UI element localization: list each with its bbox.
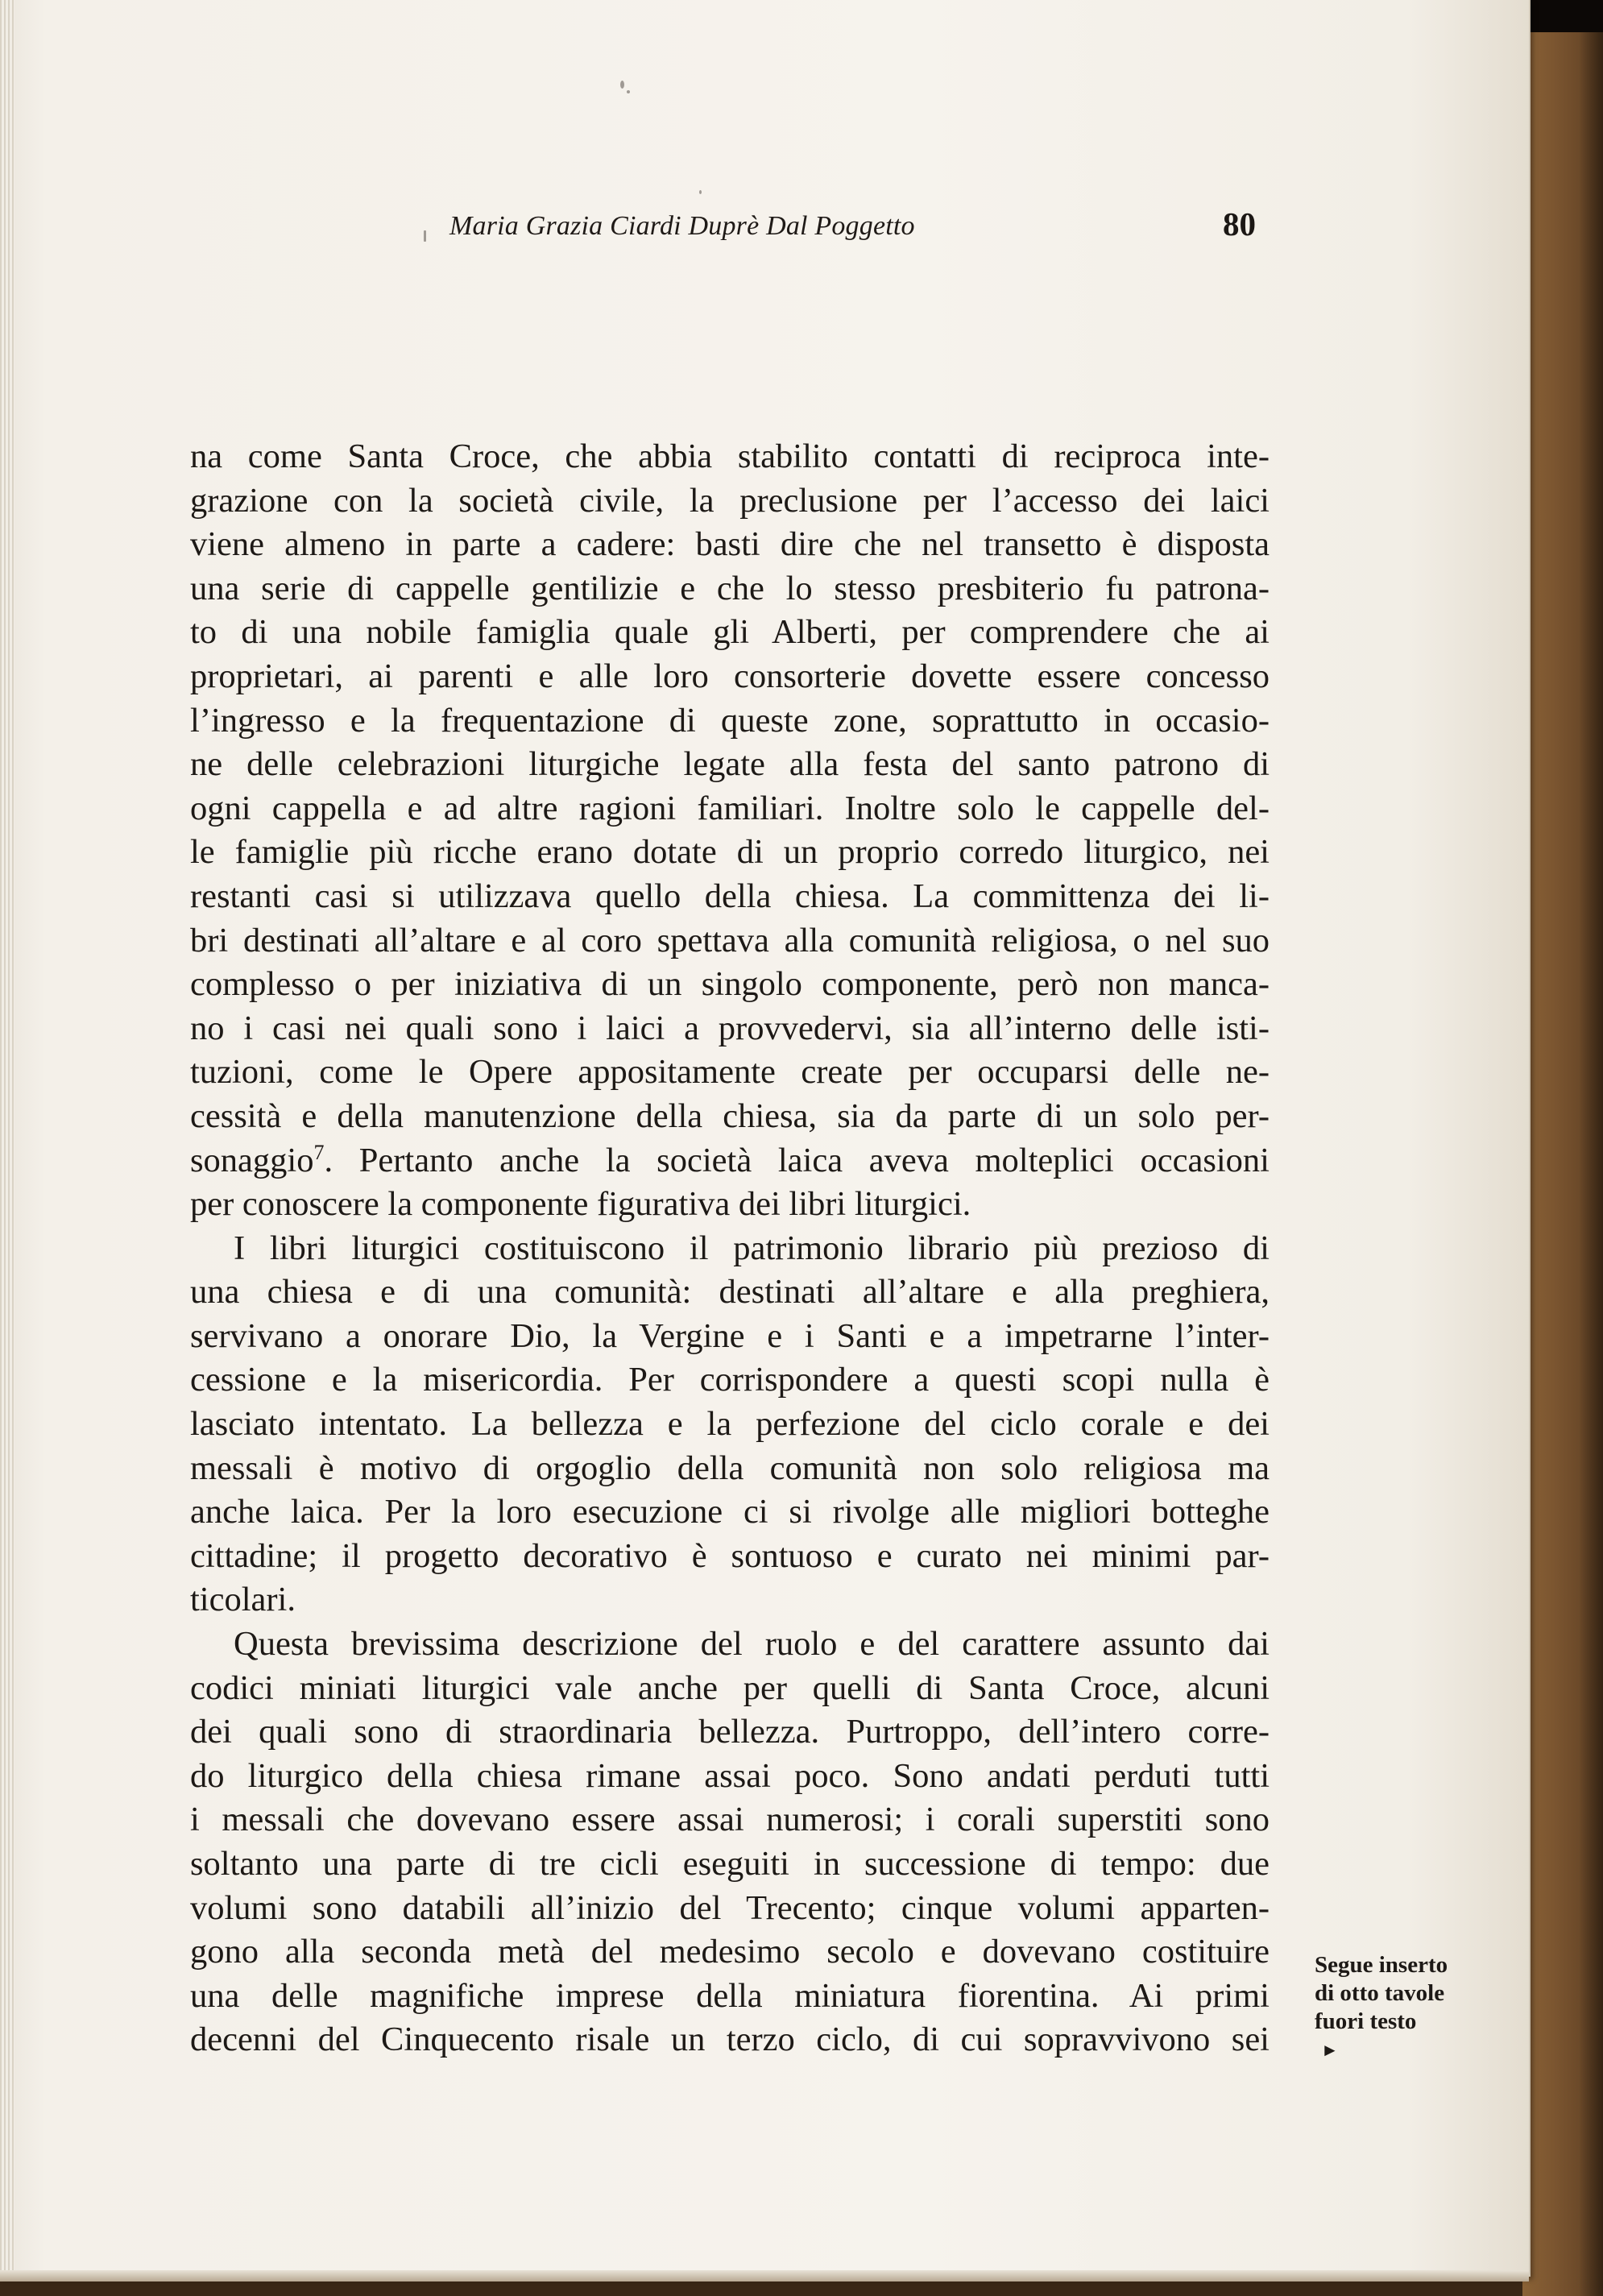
text-line: volumi sono databili all’inizio del Trecento; cinque volumi apparten- — [190, 1888, 1270, 1927]
text-line: soltanto una parte di tre cicli eseguiti in successione di tempo: due — [190, 1845, 1270, 1883]
text-line: decenni del Cinquecento risale un terzo ciclo, di cui sopravvivono sei — [190, 2020, 1270, 2059]
text-line: ogni cappella e ad altre ragioni familiari. Inoltre solo le cappelle del- — [190, 789, 1270, 827]
binding-shadow — [1579, 32, 1603, 2296]
text-line: proprietari, ai parenti e alle loro consorterie dovette essere concesso — [190, 657, 1270, 695]
margin-note-text: fuori testo — [1315, 2008, 1417, 2034]
text-fragment: sonaggio — [190, 1141, 314, 1179]
text-line: cessione e la misericordia. Per corrispondere a questi scopi nulla è — [190, 1361, 1270, 1399]
marker-arrow-icon: ► — [1321, 2040, 1339, 2060]
text-line-with-footnote — [190, 1139, 1270, 1183]
text-line: viene almeno in parte a cadere: basti dire che nel transetto è disposta — [190, 525, 1270, 564]
text-line: cessità e della manutenzione della chiesa, sia da parte di un solo per- — [190, 1096, 1270, 1135]
text-line: lasciato intentato. La bellezza e la perfezione del ciclo corale e dei — [190, 1405, 1270, 1444]
text-line: le famiglie più ricche erano dotate di un proprio corredo liturgico, nei — [190, 833, 1270, 872]
margin-note-line: Segue inserto — [1315, 1952, 1448, 1978]
text-line: anche laica. Per la loro esecuzione ci si rivolge alle migliori botteghe — [190, 1493, 1270, 1531]
text-line: i messali che dovevano essere assai numerosi; i corali superstiti sono — [190, 1801, 1270, 1839]
text-line: bri destinati all’altare e al coro spettava alla comunità religiosa, o nel suo — [190, 921, 1270, 959]
text-line: na come Santa Croce, che abbia stabilito contatti di reciproca inte- — [190, 437, 1270, 475]
text-line: grazione con la società civile, la preclusione per l’accesso dei laici — [190, 481, 1270, 520]
text-line: complesso o per iniziativa di un singolo componente, però non manca- — [190, 965, 1270, 1004]
text-line: servivano a onorare Dio, la Vergine e i Santi e a impetrarne l’inter- — [190, 1316, 1270, 1355]
scan-speck — [627, 90, 630, 93]
page-bottom-edge — [0, 2270, 1529, 2281]
text-line: tuzioni, come le Opere appositamente create per occuparsi delle ne- — [190, 1053, 1270, 1092]
text-line: l’ingresso e la frequentazione di queste zone, soprattutto in occasio- — [190, 701, 1270, 740]
text-line: ne delle celebrazioni liturgiche legate alla festa del santo patrono di — [190, 745, 1270, 784]
margin-note-plates-insert — [1315, 1951, 1490, 2064]
margin-note-line: di otto tavole — [1315, 1980, 1445, 2006]
text-line: una delle magnifiche imprese della miniatura fiorentina. Ai primi — [190, 1976, 1270, 2015]
text-line-paragraph-start: Questa brevissima descrizione del ruolo e del carattere assunto dai — [234, 1625, 1270, 1664]
scan-speck — [699, 190, 702, 194]
text-line: dei quali sono di straordinaria bellezza. Purtroppo, dell’intero corre- — [190, 1713, 1270, 1751]
text-fragment: . Pertanto anche la società laica aveva molteplici occasioni — [324, 1141, 1270, 1179]
scan-speck — [424, 230, 426, 242]
text-line: ticolari. — [190, 1581, 296, 1619]
text-line: gono alla seconda metà del medesimo secolo e dovevano costituire — [190, 1933, 1270, 1971]
margin-note-line — [1315, 2008, 1490, 2064]
text-line-paragraph-start: I libri liturgici costituiscono il patrimonio librario più prezioso di — [234, 1229, 1270, 1267]
text-line: cittadine; il progetto decorativo è sontuoso e curato nei minimi par- — [190, 1536, 1270, 1575]
page-stack-edge — [0, 0, 14, 2277]
text-line: messali è motivo di orgoglio della comunità non solo religiosa ma — [190, 1448, 1270, 1487]
text-line: to di una nobile famiglia quale gli Alberti, per comprendere che ai — [190, 613, 1270, 652]
body-text — [190, 435, 1270, 2062]
text-line: no i casi nei quali sono i laici a provvedervi, sia all’interno delle isti- — [190, 1009, 1270, 1047]
text-line: per conoscere la componente figurativa dei libri liturgici. — [190, 1185, 971, 1224]
footnote-reference[interactable]: 7 — [313, 1140, 325, 1164]
text-line: do liturgico della chiesa rimane assai poco. Sono andati perduti tutti — [190, 1756, 1270, 1795]
page-number: 80 — [1223, 205, 1256, 242]
text-line: una serie di cappelle gentilizie e che lo stesso presbiterio fu patrona- — [190, 569, 1270, 607]
text-line: restanti casi si utilizzava quello della chiesa. La committenza dei li- — [190, 877, 1270, 915]
text-line: una chiesa e di una comunità: destinati all’altare e alla preghiera, — [190, 1273, 1270, 1312]
scan-speck — [620, 81, 624, 89]
running-head-author: Maria Grazia Ciardi Duprè Dal Poggetto — [449, 211, 915, 241]
text-line: codici miniati liturgici vale anche per quelli di Santa Croce, alcuni — [190, 1668, 1270, 1707]
